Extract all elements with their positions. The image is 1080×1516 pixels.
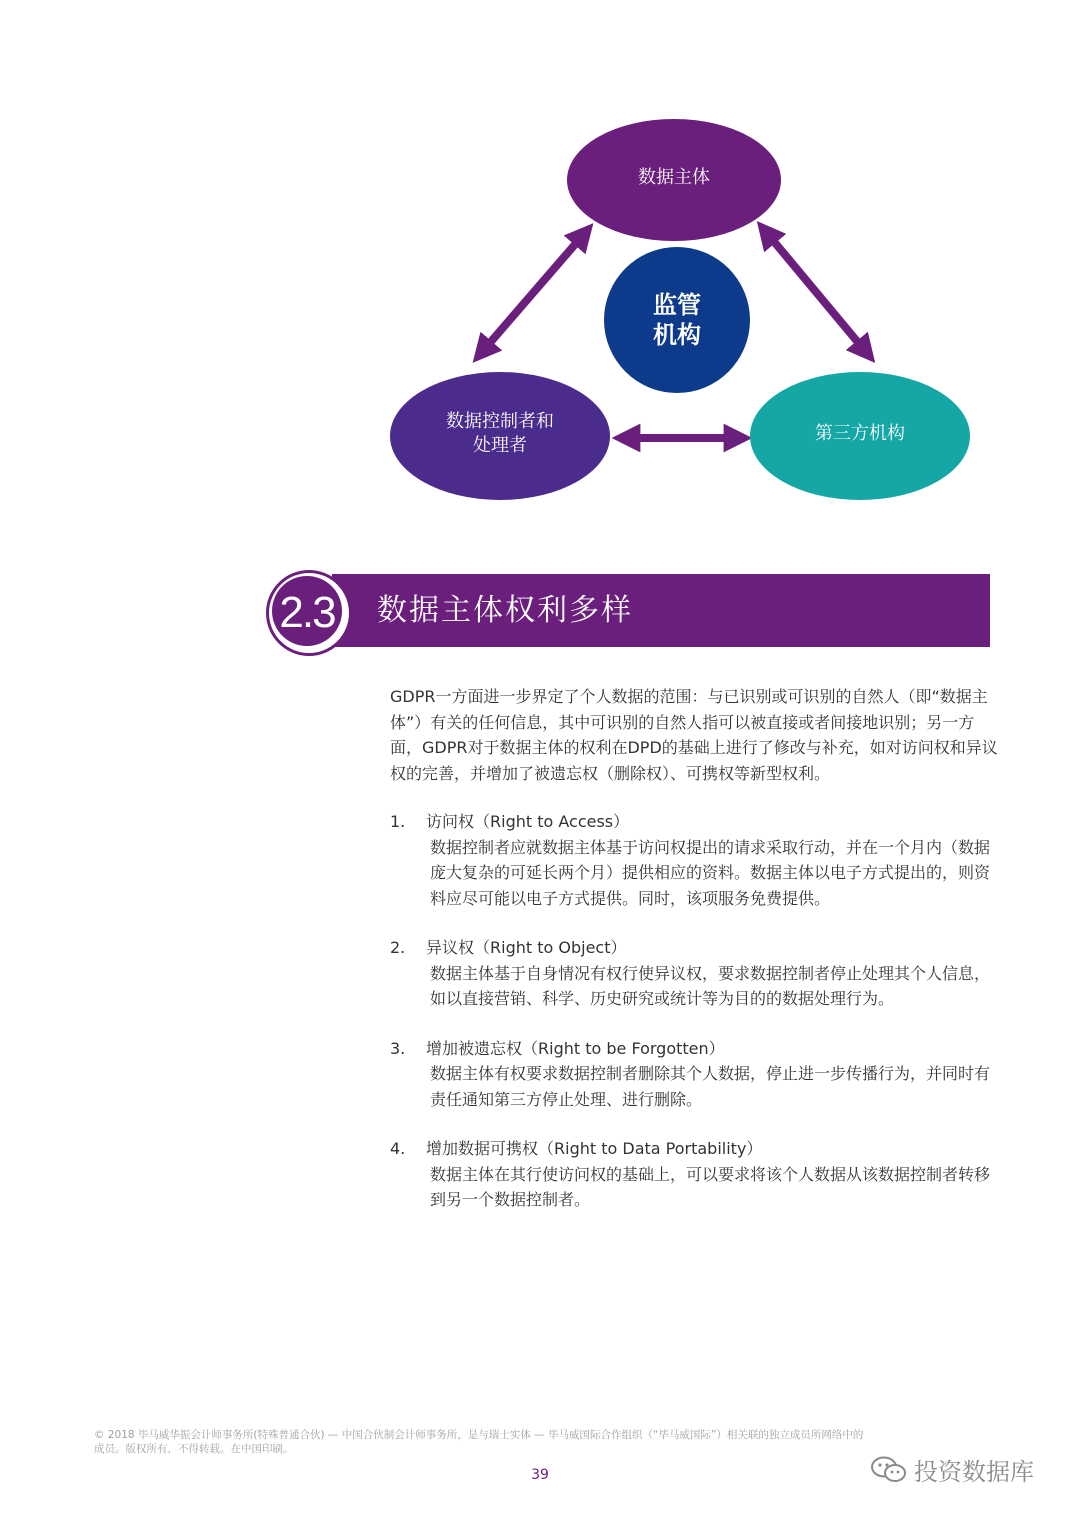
watermark bbox=[870, 1452, 1034, 1487]
section-title: 数据主体权利多样 bbox=[377, 593, 633, 628]
label-data-subject: 数据主体 bbox=[638, 167, 710, 188]
right-heading bbox=[390, 1136, 1000, 1162]
label-third-party: 第三方机构 bbox=[815, 423, 905, 444]
right-description: 数据主体有权要求数据控制者删除其个人数据，停止进一步传播行为，并同时有责任通知第三方停止处理、进行删除。 bbox=[430, 1064, 991, 1109]
stakeholder-diagram bbox=[0, 0, 1080, 540]
right-item bbox=[390, 935, 1000, 1012]
label-supervisor bbox=[604, 290, 750, 350]
intro-paragraph: GDPR一方面进一步界定了个人数据的范围：与已识别或可识别的自然人（即“数据主体”）有关的任何信息，其中可识别的自然人指可以被直接或者间接地识别；另一方面，GDPR对于数据主体的权利在DPD的基础上进行了修改与补充，如对访问权和异议权的完善，并增加了被遗忘权（删除权）、可携权等新型权利。 bbox=[390, 687, 998, 783]
arrow-subject-third-party bbox=[766, 232, 866, 352]
section-number: 2.3 bbox=[279, 588, 335, 637]
right-title: 增加被遗忘权（Right to be Forgotten） bbox=[426, 1038, 725, 1058]
label-controller-processor bbox=[400, 410, 600, 458]
label-supervisor-line1: 监管 bbox=[653, 291, 701, 319]
right-title: 访问权（Right to Access） bbox=[426, 812, 630, 831]
right-number: 3. bbox=[390, 1038, 406, 1058]
right-number: 4. bbox=[390, 1139, 406, 1158]
right-title: 增加数据可携权（Right to Data Portability） bbox=[426, 1139, 763, 1158]
section-header bbox=[262, 570, 992, 656]
right-description: 数据控制者应就数据主体基于访问权提出的请求采取行动，并在一个月内（数据庞大复杂的可延长两个月）提供相应的资料。数据主体以电子方式提出的，则资料应尽可能以电子方式提供。同时，该项服务免费提供。 bbox=[430, 837, 991, 908]
arrow-subject-controller bbox=[482, 234, 584, 352]
right-description: 数据主体基于自身情况有权行使异议权，要求数据控制者停止处理其个人信息，如以直接营销、科学、历史研究或统计等为目的的数据处理行为。 bbox=[430, 963, 991, 1008]
right-heading bbox=[390, 809, 1000, 835]
right-number: 2. bbox=[390, 938, 406, 957]
label-supervisor-line2: 机构 bbox=[653, 321, 701, 349]
right-item bbox=[390, 1036, 1000, 1113]
right-title: 异议权（Right to Object） bbox=[426, 938, 627, 957]
right-heading bbox=[390, 935, 1000, 961]
page-number: 39 bbox=[531, 1467, 549, 1483]
right-number: 1. bbox=[390, 812, 406, 831]
right-item bbox=[390, 1136, 1000, 1213]
wechat-icon bbox=[870, 1455, 908, 1485]
diagram-graphic bbox=[0, 0, 1080, 540]
right-description: 数据主体在其行使访问权的基础上，可以要求将该个人数据从该数据控制者转移到另一个数据控制者。 bbox=[430, 1164, 991, 1209]
right-item bbox=[390, 809, 1000, 911]
footer-copyright-line1: © 2018 毕马威华振会计师事务所(特殊普通合伙) — 中国合伙制会计师事务所，是与瑞士实体 — 毕马威国际合作组织（“毕马威国际”）相关联的独立成员所网络中的 bbox=[94, 1429, 864, 1441]
body-content bbox=[390, 684, 1000, 1237]
label-controller-line1: 数据控制者和 bbox=[446, 411, 554, 432]
footer-copyright bbox=[94, 1428, 994, 1456]
label-controller-line2: 处理者 bbox=[473, 435, 527, 456]
footer-copyright-line2: 成员。版权所有，不得转载。在中国印刷。 bbox=[94, 1443, 294, 1455]
watermark-text: 投资数据库 bbox=[914, 1458, 1034, 1486]
right-heading bbox=[390, 1036, 1000, 1062]
